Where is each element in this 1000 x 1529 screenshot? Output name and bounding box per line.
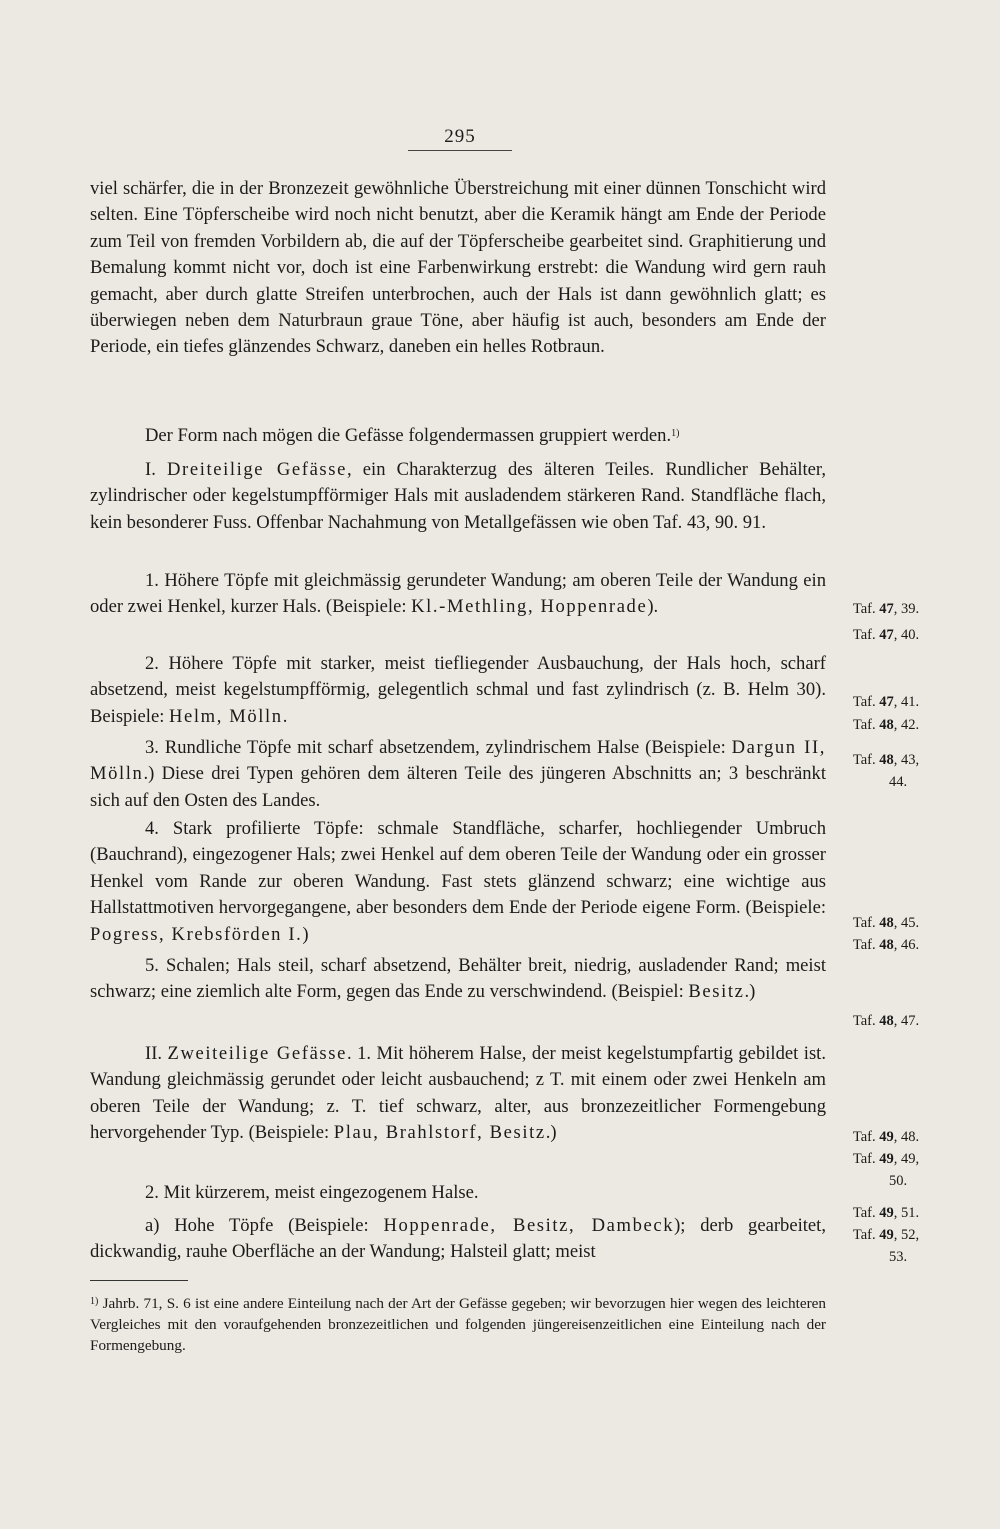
paragraph-text: 2. Höhere Töpfe mit starker, meist tiefliegender Ausbauchung, der Hals hoch, scharf absetzend, meist kegelstumpfförmig, gelegentlich schmal und fast zylindrisch (z. B. Helm 30). Beispiele: [90, 653, 826, 727]
margin-note: Taf. 49, 48. [852, 1129, 920, 1145]
example-sites: Kl.-Methling, Hoppenrade [411, 596, 648, 618]
paragraph-text: ) [302, 923, 309, 945]
example-sites: Pogress, Krebsförden I. [90, 923, 303, 945]
margin-note: 53. [888, 1249, 908, 1265]
section-number: I. [145, 459, 156, 480]
page-number-rule [408, 150, 512, 151]
margin-note: Taf. 48, 46. [852, 937, 920, 953]
margin-note: 50. [888, 1173, 908, 1189]
footnote [90, 1293, 826, 1356]
paragraph-intro [90, 176, 826, 361]
paragraph-text: .) [545, 1122, 557, 1144]
item-I-5 [90, 953, 826, 1006]
paragraph-text: 3. Rundliche Töpfe mit scharf absetzendem, zylindrischem Halse (Beispiele: [145, 737, 732, 758]
margin-note: Taf. 47, 39. [852, 601, 920, 617]
example-sites: Helm, Mölln [169, 705, 283, 727]
paragraph-text: 2. Mit kürzerem, meist eingezogenem Halse. [145, 1182, 479, 1203]
footnote-reference: 1) [671, 428, 680, 439]
footnote-text: Jahrb. 71, S. 6 ist eine andere Einteilung nach der Art der Gefässe gegeben; wir bevorzugen hier wegen des leichteren Vergleiches mit den voraufgehenden bronzezeitlichen und folgenden jüngereisenzeitlichen eine Einteilung nach der Formengebung. [90, 1295, 826, 1354]
example-sites: Dargun II, Mölln [90, 737, 826, 785]
paragraph-text: ); derb gearbeitet, dickwandig, rauhe Oberfläche an der Wandung; Halsteil glatt; meist [90, 1215, 826, 1263]
example-sites: Hoppenrade, Besitz, Dambeck [383, 1215, 675, 1236]
paragraph-text: 5. Schalen; Hals steil, scharf absetzend, Behälter breit, niedrig, ausladender Rand; meist schwarz; eine ziemlich alte Form, gegen das Ende zu verschwindend. (Beispiel: [90, 955, 826, 1003]
page-number: 295 [444, 126, 476, 147]
section-heading: Zweiteilige Gefässe [167, 1043, 347, 1064]
paragraph-form-grouping [90, 423, 826, 449]
margin-note: Taf. 47, 41. [852, 694, 920, 710]
item-I-3 [90, 735, 826, 814]
margin-note: Taf. 48, 43, [852, 752, 920, 768]
margin-note: Taf. 49, 51. [852, 1205, 920, 1221]
paragraph-text: . 1. Mit höherem Halse, der meist kegelstumpfartig gebildet ist. Wandung gleichmässig gerundet oder leicht ausbauchend; z T. mit einem oder zwei Henkeln am oberen Teile der Wandung; z. T. tief schwarz, alter, aus bronzezeitlicher Formengebung hervorgehender Typ. (Beispiele: [90, 1043, 826, 1144]
paragraph-text: , ein Charakterzug des älteren Teiles. Rundlicher Behälter, zylindrischer oder kegelstumpfförmiger Hals mit ausladendem stärkeren Rand. Standfläche flach, kein besonderer Fuss. Offenbar Nachahmung von Metallgefässen wie oben Taf. 43, 90. 91. [90, 459, 827, 533]
margin-note: Taf. 49, 52, [852, 1227, 920, 1243]
section-number: II. [145, 1043, 163, 1064]
item-I-2 [90, 651, 826, 730]
margin-note: 44. [888, 774, 908, 790]
item-II-2 [90, 1180, 826, 1206]
margin-note: Taf. 48, 42. [852, 717, 920, 733]
paragraph-text: .) Diese drei Typen gehören dem älteren Teile des jüngeren Abschnitts an; 3 beschränkt sich auf den Osten des Landes. [90, 763, 826, 811]
item-I-4 [90, 816, 826, 948]
item-II-2a [90, 1213, 826, 1266]
paragraph-text: .) [744, 981, 756, 1003]
section-I [90, 457, 826, 536]
margin-note: Taf. 48, 45. [852, 915, 920, 931]
paragraph-text: 1. Höhere Töpfe mit gleichmässig gerundeter Wandung; am oberen Teile der Wandung ein oder zwei Henkel, kurzer Hals. (Beispiele: [90, 570, 826, 618]
margin-note: Taf. 47, 40. [852, 627, 920, 643]
paragraph-text: 4. Stark profilierte Töpfe: schmale Standfläche, scharfer, hochliegender Umbruch (Bauchrand), eingezogener Hals; zwei Henkel auf dem oberen Teile der Wandung oder ein grosser Henkel vom Rande zur oberen Wandung. Fast stets glänzend schwarz; eine wichtige aus Hallstattmotiven hervorgegangene, aber besonders dem Ende der Periode eigene Form. (Beispiele: [90, 818, 826, 919]
section-II [90, 1041, 826, 1147]
item-I-1 [90, 568, 826, 621]
example-sites: Plau, Brahlstorf, Besitz [333, 1122, 546, 1144]
example-sites: Besitz [688, 981, 745, 1003]
paragraph-text: viel schärfer, die in der Bronzezeit gewöhnliche Überstreichung mit einer dünnen Tonschicht wird selten. Eine Töpferscheibe wird noch nicht benutzt, aber die Keramik hängt am Ende der Periode zum Teil von fremden Vorbildern ab, die auf der Töpferscheibe gearbeitet sind. Graphitierung und Bemalung kommt nicht vor, doch ist eine Farbenwirkung erstrebt: die Wandung wird gern rauh gemacht, aber durch glatte Streifen unterbrochen, auch der Hals ist dann gewöhnlich glatt; es überwiegen neben dem Naturbraun graue Töne, aber häufig ist auch, besonders am Ende der Periode, ein tiefes glänzendes Schwarz, daneben ein helles Rotbraun. [90, 178, 826, 358]
paragraph-text: Der Form nach mögen die Gefässe folgendermassen gruppiert werden. [145, 425, 672, 446]
paragraph-text: . [282, 705, 288, 727]
section-heading: Dreiteilige Gefässe [167, 459, 347, 480]
margin-note: Taf. 48, 47. [852, 1013, 920, 1029]
paragraph-text: ). [647, 596, 659, 618]
footnote-rule [90, 1280, 188, 1281]
paragraph-text: a) Hohe Töpfe (Beispiele: [145, 1215, 384, 1236]
margin-note: Taf. 49, 49, [852, 1151, 920, 1167]
footnote-marker: 1) [90, 1296, 99, 1307]
